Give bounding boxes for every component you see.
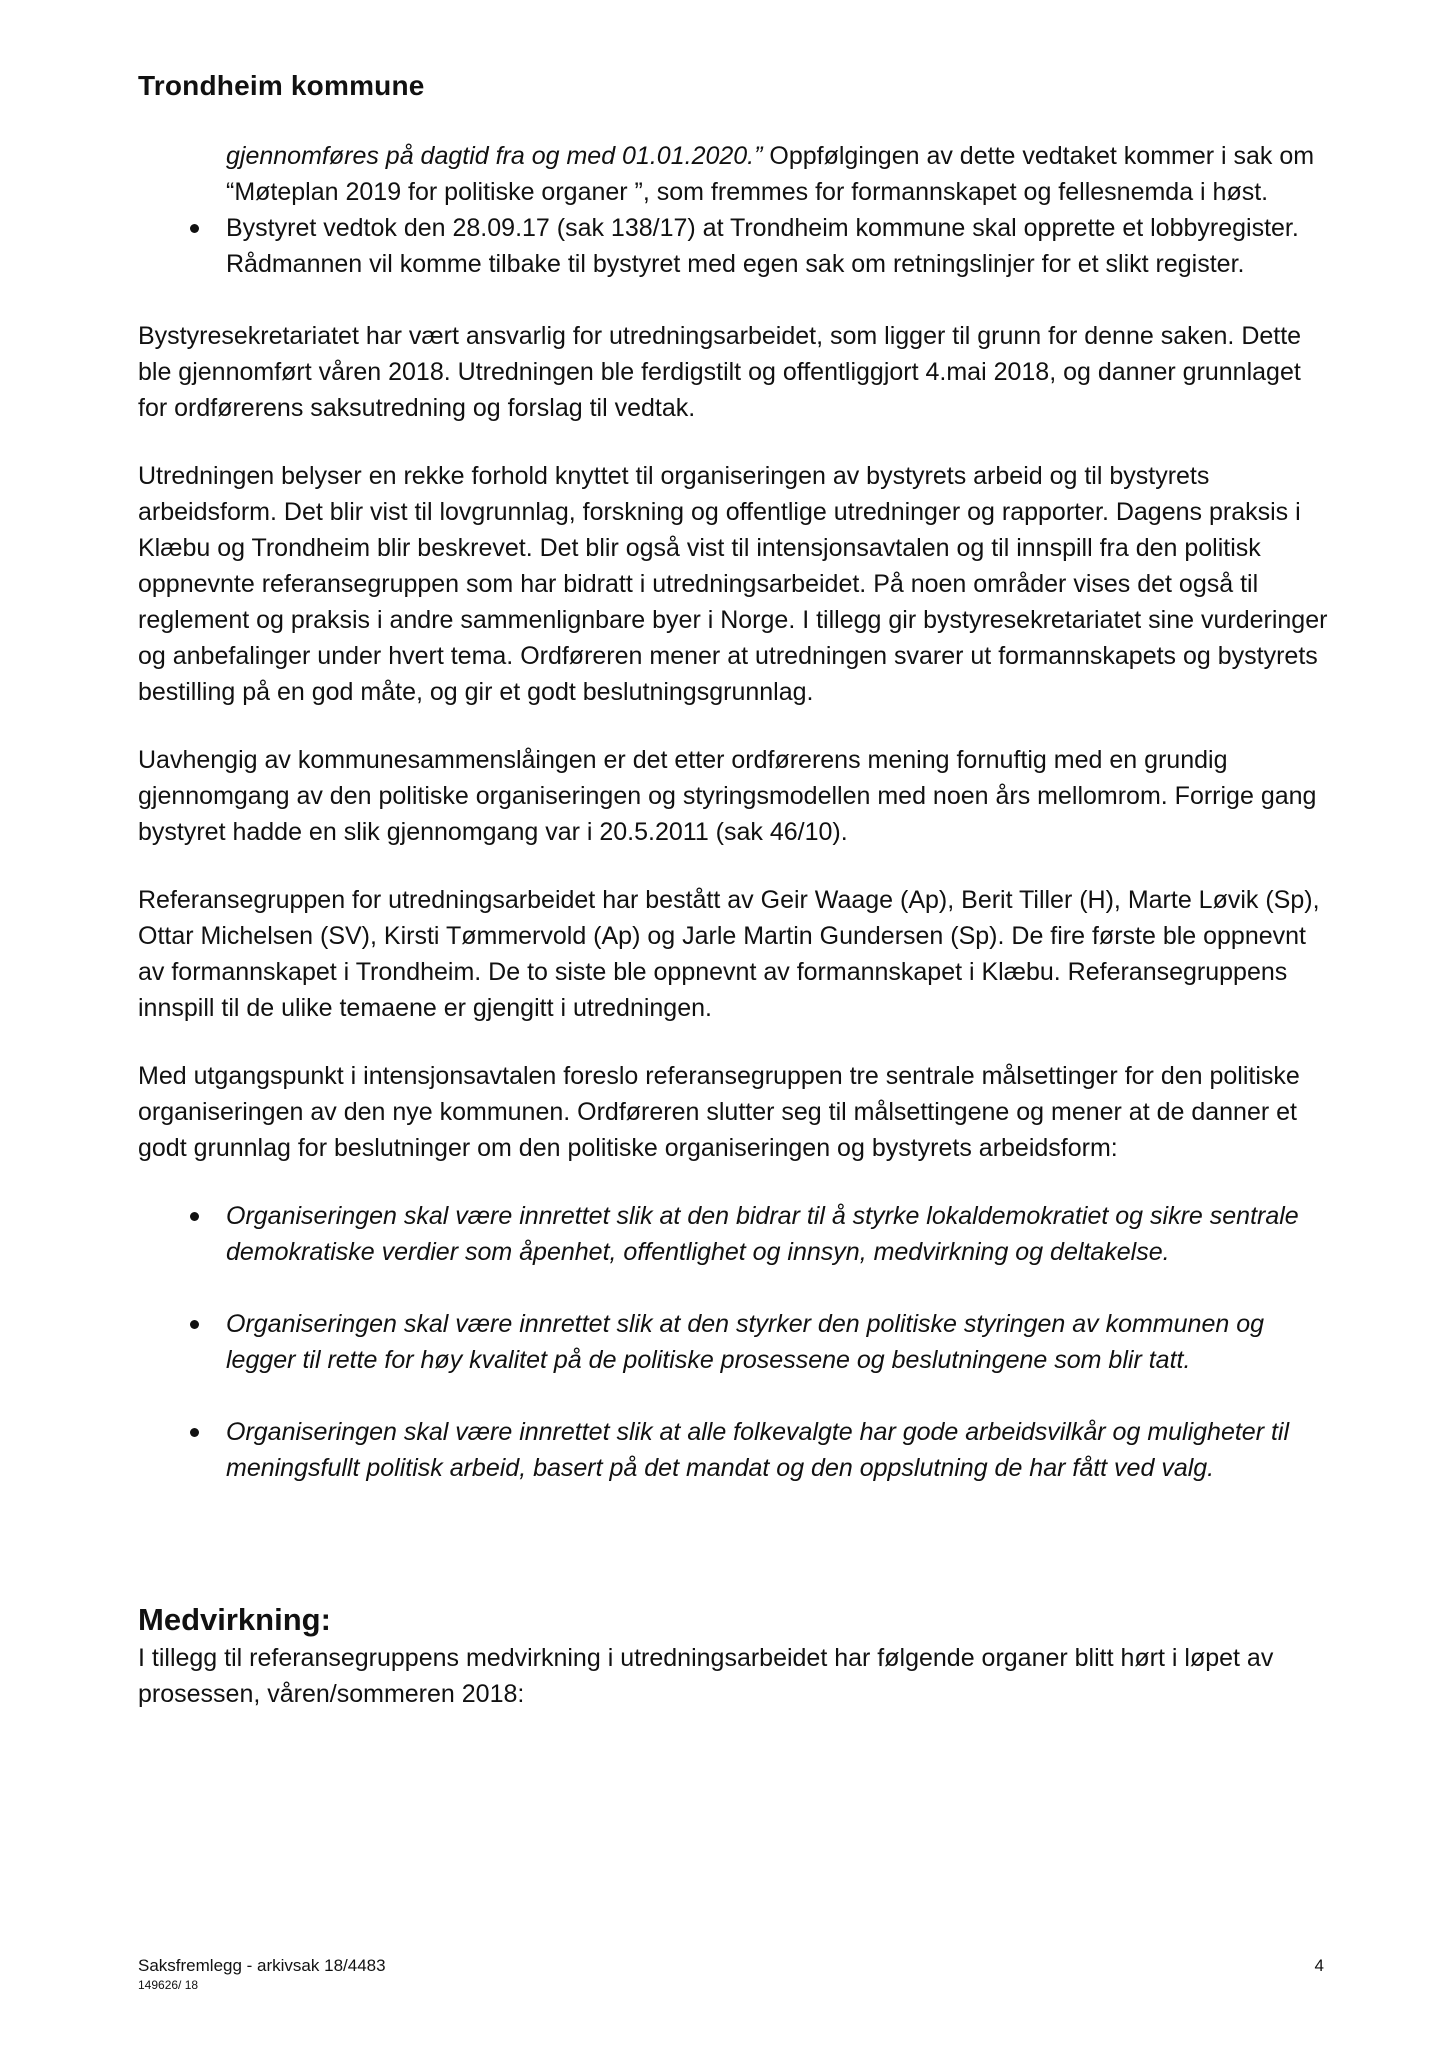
- page-number: 4: [1314, 1956, 1324, 1975]
- page-footer: [138, 1955, 386, 1993]
- goal-text: Organiseringen skal være innrettet slik at den bidrar til å styrke lokaldemokratiet og sikre sentrale demokratiske verdier som åpenhet, offentlighet og innsyn, medvirkning og deltakelse.: [226, 1202, 1299, 1266]
- paragraph-goals-intro: Med utgangspunkt i intensjonsavtalen foreslo referansegruppen tre sentrale målsettinger for den politiske organiseringen av den nye kommunen. Ordføreren slutter seg til målsettingene og mener at de danner et godt grunnlag for beslutninger om den politiske organiseringen og bystyrets arbeidsform:: [138, 1062, 1300, 1162]
- intro-bullet-continuation: [138, 138, 1328, 210]
- bullet-icon: [190, 1212, 199, 1221]
- goal-item-working-conditions: [138, 1414, 1328, 1486]
- paragraph-reference-group: Referansegruppen for utredningsarbeidet har bestått av Geir Waage (Ap), Berit Tiller (H), Marte Løvik (Sp), Ottar Michelsen (SV), Kirsti Tømmervold (Ap) og Jarle Martin Gundersen (Sp). De fire første ble oppnevnt av formannskapet i Trondheim. De to siste ble oppnevnt av formannskapet i Klæbu. Referansegruppens innspill til de ulike temaene er gjengitt i utredningen.: [138, 886, 1320, 1022]
- intro-bullet-list: [138, 138, 1328, 282]
- paragraph-secretariat: Bystyresekretariatet har vært ansvarlig for utredningsarbeidet, som ligger til grunn for denne saken. Dette ble gjennomført våren 2018. Utredningen ble ferdigstilt og offentliggjort 4.mai 2018, og danner grunnlaget for ordførerens saksutredning og forslag til vedtak.: [138, 322, 1302, 422]
- bullet-icon: [190, 1320, 199, 1329]
- lobbyregister-text: Bystyret vedtok den 28.09.17 (sak 138/17) at Trondheim kommune skal opprette et lobbyregister. Rådmannen vil komme tilbake til bystyret med egen sak om retningslinjer for et slikt register.: [226, 214, 1299, 278]
- section-medvirkning-text: I tillegg til referansegruppens medvirkning i utredningsarbeidet har følgende organer blitt hørt i løpet av prosessen, våren/sommeren 2018:: [138, 1644, 1274, 1708]
- footer-document-id: 149626/ 18: [138, 1978, 199, 1992]
- goal-item-democracy: [138, 1198, 1328, 1270]
- goal-item-governance: [138, 1306, 1328, 1378]
- bullet-icon: [190, 1428, 199, 1437]
- paragraph-merger-review: Uavhengig av kommunesammenslåingen er det etter ordførerens mening fornuftig med en grundig gjennomgang av den politiske organiseringen og styringsmodellen med noen års mellomrom. Forrige gang bystyret hadde en slik gjennomgang var i 20.5.2011 (sak 46/10).: [138, 746, 1317, 846]
- goals-list: [138, 1198, 1328, 1486]
- section-heading-medvirkning: Medvirkning:: [138, 1602, 331, 1637]
- goal-text: Organiseringen skal være innrettet slik at den styrker den politiske styringen av kommunen og legger til rette for høy kvalitet på de politiske prosessene og beslutningene som blir tatt.: [226, 1310, 1265, 1374]
- quoted-decision-tail: gjennomføres på dagtid fra og med 01.01.2020.”: [226, 142, 763, 170]
- bullet-icon: [190, 224, 199, 233]
- goal-text: Organiseringen skal være innrettet slik at alle folkevalgte har gode arbeidsvilkår og muligheter til meningsfullt politisk arbeid, basert på det mandat og den oppslutning de har fått ved valg.: [226, 1418, 1290, 1482]
- intro-bullet-lobbyregister: [138, 210, 1328, 282]
- document-body: [138, 138, 1328, 1712]
- footer-case-reference: Saksfremlegg - arkivsak 18/4483: [138, 1956, 386, 1975]
- page-header: Trondheim kommune: [138, 70, 425, 101]
- follow-up-text: Oppfølgingen av dette vedtaket kommer i sak om “Møteplan 2019 for politiske organer ”, som fremmes for formannskapet og fellesnemda i høst.: [226, 142, 1315, 206]
- paragraph-report-summary: Utredningen belyser en rekke forhold knyttet til organiseringen av bystyrets arbeid og til bystyrets arbeidsform. Det blir vist til lovgrunnlag, forskning og offentlige utredninger og rapporter. Dagens praksis i Klæbu og Trondheim blir beskrevet. Det blir også vist til intensjonsavtalen og til innspill fra den politisk oppnevnte referansegruppen som har bidratt i utredningsarbeidet. På noen områder vises det også til reglement og praksis i andre sammenlignbare byer i Norge. I tillegg gir bystyresekretariatet sine vurderinger og anbefalinger under hvert tema. Ordføreren mener at utredningen svarer ut formannskapets og bystyrets bestilling på en god måte, og gir et godt beslutningsgrunnlag.: [138, 462, 1328, 706]
